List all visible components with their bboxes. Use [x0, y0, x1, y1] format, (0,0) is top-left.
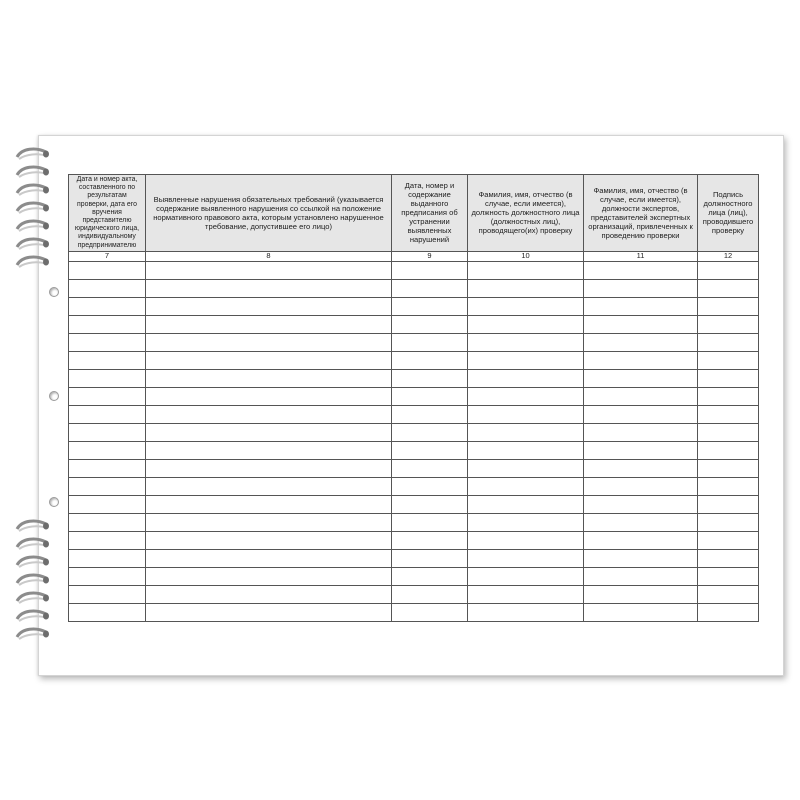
table-cell[interactable] [146, 261, 392, 279]
spiral-coil-icon [14, 555, 50, 569]
table-cell[interactable] [698, 513, 759, 531]
table-cell[interactable] [468, 279, 584, 297]
table-cell[interactable] [392, 405, 468, 423]
table-cell[interactable] [468, 351, 584, 369]
table-cell[interactable] [392, 333, 468, 351]
table-cell[interactable] [392, 441, 468, 459]
table-cell[interactable] [146, 441, 392, 459]
table-cell[interactable] [468, 315, 584, 333]
column-number: 11 [584, 251, 698, 261]
table-cell[interactable] [392, 513, 468, 531]
table-cell[interactable] [69, 423, 146, 441]
table-row [69, 423, 759, 441]
table-cell[interactable] [69, 333, 146, 351]
spiral-coil-icon [14, 609, 50, 623]
table-cell[interactable] [392, 351, 468, 369]
table-cell[interactable] [584, 333, 698, 351]
table-cell[interactable] [698, 405, 759, 423]
table-cell[interactable] [584, 369, 698, 387]
table-cell[interactable] [146, 513, 392, 531]
table-cell[interactable] [69, 315, 146, 333]
table-cell[interactable] [69, 387, 146, 405]
table-cell[interactable] [584, 405, 698, 423]
table-cell[interactable] [468, 297, 584, 315]
table-cell[interactable] [392, 387, 468, 405]
table-cell[interactable] [69, 549, 146, 567]
table-cell[interactable] [146, 549, 392, 567]
spiral-coil-icon [14, 537, 50, 551]
punch-hole [49, 287, 59, 297]
table-cell[interactable] [698, 477, 759, 495]
table-cell[interactable] [468, 387, 584, 405]
spiral-coil-icon [14, 165, 50, 179]
table-cell[interactable] [392, 297, 468, 315]
table-cell[interactable] [69, 279, 146, 297]
table-cell[interactable] [392, 495, 468, 513]
table-cell[interactable] [584, 297, 698, 315]
table-cell[interactable] [146, 477, 392, 495]
table-cell[interactable] [392, 531, 468, 549]
table-cell[interactable] [584, 477, 698, 495]
table-cell[interactable] [392, 369, 468, 387]
table-cell[interactable] [69, 369, 146, 387]
spiral-coil-icon [14, 519, 50, 533]
column-number: 9 [392, 251, 468, 261]
header-official-name: Фамилия, имя, отчество (в случае, если имеется), должность должностного лица (должностных лиц), проводящего(их) проверку [468, 175, 584, 252]
table-cell[interactable] [698, 261, 759, 279]
table-cell[interactable] [146, 423, 392, 441]
table-cell[interactable] [584, 495, 698, 513]
table-cell[interactable] [468, 441, 584, 459]
table-row [69, 585, 759, 603]
table-row [69, 477, 759, 495]
table-cell[interactable] [698, 297, 759, 315]
table-cell[interactable] [69, 261, 146, 279]
table-row [69, 297, 759, 315]
table-cell[interactable] [69, 477, 146, 495]
table-cell[interactable] [146, 531, 392, 549]
table-cell[interactable] [468, 549, 584, 567]
table-cell[interactable] [392, 279, 468, 297]
table-cell[interactable] [468, 567, 584, 585]
header-experts: Фамилия, имя, отчество (в случае, если имеется), должности экспертов, представителей экспертных организаций, привлеченных к проведению проверки [584, 175, 698, 252]
table-cell[interactable] [698, 279, 759, 297]
table-row [69, 315, 759, 333]
table-cell[interactable] [69, 603, 146, 621]
header-signature: Подпись должностного лица (лиц), проводившего проверку [698, 175, 759, 252]
table-row [69, 603, 759, 621]
inspection-register-table [68, 174, 759, 622]
header-order: Дата, номер и содержание выданного предписания об устранении выявленных нарушений [392, 175, 468, 252]
table-row [69, 513, 759, 531]
table-cell[interactable] [584, 603, 698, 621]
table-cell[interactable] [584, 279, 698, 297]
table-cell[interactable] [69, 567, 146, 585]
table-cell[interactable] [468, 261, 584, 279]
table-cell[interactable] [69, 351, 146, 369]
table-row [69, 261, 759, 279]
spiral-coil-icon [14, 219, 50, 233]
table-cell[interactable] [584, 567, 698, 585]
table-cell[interactable] [698, 387, 759, 405]
spiral-coil-icon [14, 147, 50, 161]
table-row [69, 567, 759, 585]
table-row [69, 459, 759, 477]
table-cell[interactable] [146, 495, 392, 513]
table-row [69, 495, 759, 513]
punch-hole [49, 497, 59, 507]
table-cell[interactable] [69, 459, 146, 477]
table-row [69, 351, 759, 369]
table-cell[interactable] [468, 333, 584, 351]
table-row [69, 531, 759, 549]
table-cell[interactable] [698, 441, 759, 459]
table-cell[interactable] [584, 261, 698, 279]
table-cell[interactable] [392, 423, 468, 441]
table-row [69, 549, 759, 567]
column-number: 7 [69, 251, 146, 261]
table-cell[interactable] [698, 603, 759, 621]
table-cell[interactable] [146, 603, 392, 621]
header-act-date-number: Дата и номер акта, составленного по результатам проверки, дата его вручения представителю юридического лица, индивидуальному предпринимателю [69, 175, 146, 252]
table-cell[interactable] [146, 567, 392, 585]
table-cell[interactable] [392, 567, 468, 585]
table-cell[interactable] [584, 585, 698, 603]
table-cell[interactable] [146, 315, 392, 333]
table-cell[interactable] [146, 351, 392, 369]
table-cell[interactable] [468, 495, 584, 513]
table-row [69, 441, 759, 459]
punch-hole [49, 391, 59, 401]
table-cell[interactable] [584, 423, 698, 441]
table-cell[interactable] [698, 549, 759, 567]
table-cell[interactable] [146, 297, 392, 315]
table-cell[interactable] [698, 567, 759, 585]
spiral-coil-icon [14, 255, 50, 269]
column-numbers-row [69, 251, 759, 261]
table-cell[interactable] [698, 495, 759, 513]
table-cell[interactable] [468, 423, 584, 441]
spiral-coil-icon [14, 183, 50, 197]
table-cell[interactable] [392, 459, 468, 477]
table-cell[interactable] [584, 441, 698, 459]
table-cell[interactable] [392, 603, 468, 621]
table-cell[interactable] [468, 585, 584, 603]
table-cell[interactable] [69, 405, 146, 423]
table-cell[interactable] [146, 405, 392, 423]
table-cell[interactable] [69, 297, 146, 315]
table-cell[interactable] [698, 351, 759, 369]
column-number: 12 [698, 251, 759, 261]
table-cell[interactable] [584, 513, 698, 531]
table-cell[interactable] [392, 477, 468, 495]
header-violations: Выявленные нарушения обязательных требований (указывается содержание выявленного нарушения со ссылкой на положение нормативного правового акта, которым установлено нарушенное требование, допустившее его лицо) [146, 175, 392, 252]
spiral-coil-icon [14, 201, 50, 215]
table-row [69, 279, 759, 297]
table-row [69, 387, 759, 405]
table-cell[interactable] [69, 585, 146, 603]
table-cell[interactable] [69, 441, 146, 459]
table-cell[interactable] [392, 585, 468, 603]
table-cell[interactable] [698, 531, 759, 549]
table-cell[interactable] [146, 333, 392, 351]
column-number: 8 [146, 251, 392, 261]
table-cell[interactable] [146, 387, 392, 405]
table-cell[interactable] [468, 477, 584, 495]
table-cell[interactable] [584, 387, 698, 405]
table-cell[interactable] [698, 315, 759, 333]
table-cell[interactable] [146, 369, 392, 387]
table-cell[interactable] [468, 603, 584, 621]
spiral-coil-icon [14, 591, 50, 605]
table-cell[interactable] [392, 261, 468, 279]
table-cell[interactable] [584, 459, 698, 477]
table-cell[interactable] [146, 459, 392, 477]
spiral-coil-icon [14, 627, 50, 641]
table-row [69, 405, 759, 423]
table-row [69, 333, 759, 351]
table-cell[interactable] [468, 405, 584, 423]
column-number: 10 [468, 251, 584, 261]
table-cell[interactable] [698, 459, 759, 477]
table-cell[interactable] [698, 333, 759, 351]
table-cell[interactable] [468, 369, 584, 387]
table-cell[interactable] [392, 549, 468, 567]
table-cell[interactable] [146, 585, 392, 603]
table-cell[interactable] [468, 513, 584, 531]
table-cell[interactable] [69, 513, 146, 531]
table-cell[interactable] [584, 531, 698, 549]
spiral-coil-icon [14, 573, 50, 587]
table-cell[interactable] [146, 279, 392, 297]
table-cell[interactable] [584, 351, 698, 369]
table-cell[interactable] [698, 585, 759, 603]
table-cell[interactable] [584, 315, 698, 333]
table-cell[interactable] [468, 531, 584, 549]
table-cell[interactable] [392, 315, 468, 333]
table-cell[interactable] [468, 459, 584, 477]
spiral-coil-icon [14, 237, 50, 251]
table-cell[interactable] [698, 423, 759, 441]
table-cell[interactable] [69, 531, 146, 549]
table-row [69, 369, 759, 387]
table-cell[interactable] [584, 549, 698, 567]
table-cell[interactable] [69, 495, 146, 513]
table-cell[interactable] [698, 369, 759, 387]
